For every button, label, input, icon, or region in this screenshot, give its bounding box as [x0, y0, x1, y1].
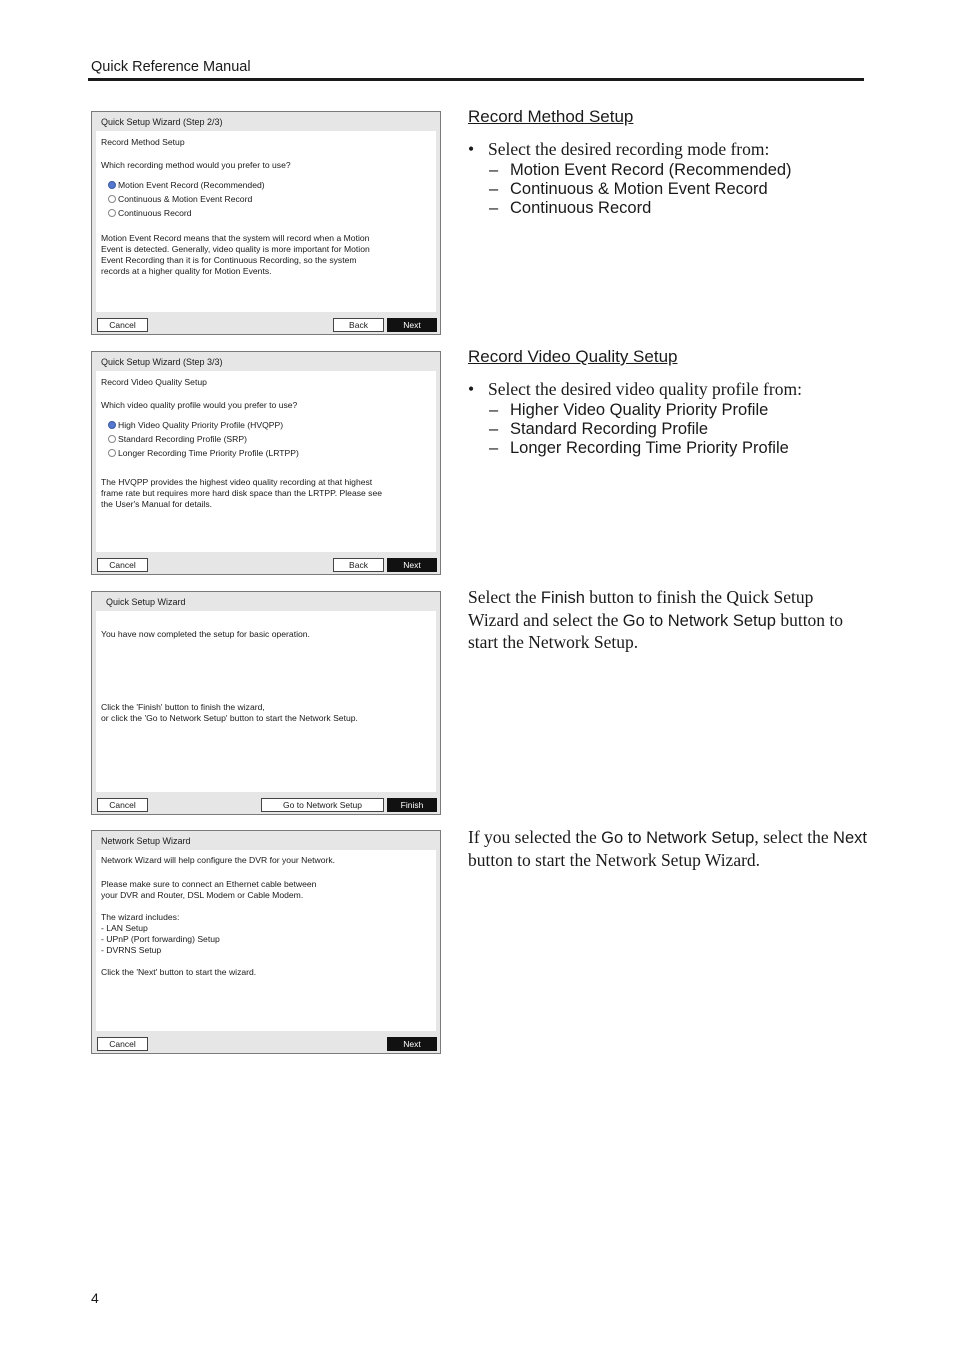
- network-setup-wizard-dialog: [91, 830, 441, 1054]
- dialog-text: You have now completed the setup for basic operation.: [101, 629, 310, 639]
- radio-icon: [108, 435, 116, 443]
- cancel-button[interactable]: Cancel: [97, 1037, 148, 1051]
- sub-item: – Longer Recording Time Priority Profile: [489, 439, 789, 457]
- radio-srp[interactable]: Standard Recording Profile (SRP): [108, 434, 247, 444]
- radio-hvqpp[interactable]: High Video Quality Priority Profile (HVQPP): [108, 420, 283, 430]
- radio-icon: [108, 209, 116, 217]
- dialog-text: Click the 'Next' button to start the wizard.: [101, 967, 257, 977]
- dialog-title: Network Setup Wizard: [101, 836, 191, 846]
- dialog-desc: Event Recording than it is for Continuous Recording, so the system: [101, 255, 357, 265]
- dialog-desc: records at a higher quality for Motion Events.: [101, 266, 272, 276]
- dialog-text: Please make sure to connect an Ethernet cable between: [101, 879, 317, 889]
- radio-continuous-motion[interactable]: Continuous & Motion Event Record: [108, 194, 252, 204]
- dialog-desc: Event is detected. Generally, video quality is more important for Motion: [101, 244, 370, 254]
- sub-item: – Continuous Record: [489, 199, 652, 217]
- quick-setup-finish-dialog: [91, 591, 441, 815]
- sub-item: – Continuous & Motion Event Record: [489, 180, 768, 198]
- record-video-quality-section: [468, 347, 802, 457]
- go-to-network-setup-button[interactable]: Go to Network Setup: [261, 798, 384, 812]
- section-heading: Record Video Quality Setup: [468, 347, 678, 366]
- dialog-desc: Motion Event Record means that the system will record when a Motion: [101, 233, 370, 243]
- radio-icon: [108, 449, 116, 457]
- radio-motion-event[interactable]: Motion Event Record (Recommended): [108, 180, 265, 190]
- radio-selected-icon: [108, 181, 116, 189]
- back-button[interactable]: Back: [333, 558, 384, 572]
- back-button[interactable]: Back: [333, 318, 384, 332]
- sub-item: – Standard Recording Profile: [489, 420, 709, 438]
- dialog-question: Which recording method would you prefer to use?: [101, 160, 291, 170]
- header-rule: [88, 78, 864, 81]
- finish-button[interactable]: Finish: [387, 798, 437, 812]
- bullet-item: • Select the desired video quality profile from:: [468, 379, 802, 399]
- cancel-button[interactable]: Cancel: [97, 558, 148, 572]
- dialog-body: [96, 850, 436, 1031]
- radio-lrtpp[interactable]: Longer Recording Time Priority Profile (LRTPP): [108, 448, 299, 458]
- dialog-title: Quick Setup Wizard: [106, 597, 186, 607]
- dialog-body: [96, 611, 436, 792]
- next-button[interactable]: Next: [387, 558, 437, 572]
- next-button[interactable]: Next: [387, 1037, 437, 1051]
- cancel-button[interactable]: Cancel: [97, 318, 148, 332]
- dialog-desc: The HVQPP provides the highest video quality recording at that highest: [101, 477, 373, 487]
- sub-item: – Motion Event Record (Recommended): [489, 161, 792, 179]
- header-title: Quick Reference Manual: [91, 59, 251, 75]
- dialog-text: - LAN Setup: [101, 923, 148, 933]
- finish-instructions: Select the Finish button to finish the Quick Setup Wizard and select the Go to Network Setup button to start the Network Setup.: [468, 587, 844, 652]
- dialog-title: Quick Setup Wizard (Step 2/3): [101, 117, 223, 127]
- radio-icon: [108, 195, 116, 203]
- dialog-text: or click the 'Go to Network Setup' button to start the Network Setup.: [101, 713, 358, 723]
- dialog-text: - UPnP (Port forwarding) Setup: [101, 934, 220, 944]
- dialog-body: [96, 131, 436, 312]
- section-heading: Record Method Setup: [468, 107, 634, 126]
- dialog-heading: Record Video Quality Setup: [101, 377, 207, 387]
- dialog-text: The wizard includes:: [101, 912, 180, 922]
- dialog-desc: the User's Manual for details.: [101, 499, 213, 509]
- network-instructions: If you selected the Go to Network Setup, select the Next button to start the Network Setup Wizard.: [468, 827, 867, 870]
- dialog-heading: Record Method Setup: [101, 137, 185, 147]
- quick-setup-step2-dialog: [91, 111, 441, 335]
- radio-selected-icon: [108, 421, 116, 429]
- record-method-section: [468, 107, 792, 217]
- dialog-desc: frame rate but requires more hard disk space than the LRTPP. Please see: [101, 488, 383, 498]
- dialog-text: Click the 'Finish' button to finish the wizard,: [101, 702, 265, 712]
- quick-setup-step3-dialog: [91, 351, 441, 575]
- dialog-question: Which video quality profile would you prefer to use?: [101, 400, 298, 410]
- page-number: 4: [91, 1290, 99, 1306]
- dialog-title: Quick Setup Wizard (Step 3/3): [101, 357, 223, 367]
- next-button[interactable]: Next: [387, 318, 437, 332]
- sub-item: – Higher Video Quality Priority Profile: [489, 401, 769, 419]
- dialog-text: Network Wizard will help configure the DVR for your Network.: [101, 855, 336, 865]
- dialog-body: [96, 371, 436, 552]
- cancel-button[interactable]: Cancel: [97, 798, 148, 812]
- dialog-text: your DVR and Router, DSL Modem or Cable Modem.: [101, 890, 304, 900]
- bullet-item: • Select the desired recording mode from:: [468, 139, 770, 159]
- radio-continuous[interactable]: Continuous Record: [108, 208, 192, 218]
- dialog-text: - DVRNS Setup: [101, 945, 162, 955]
